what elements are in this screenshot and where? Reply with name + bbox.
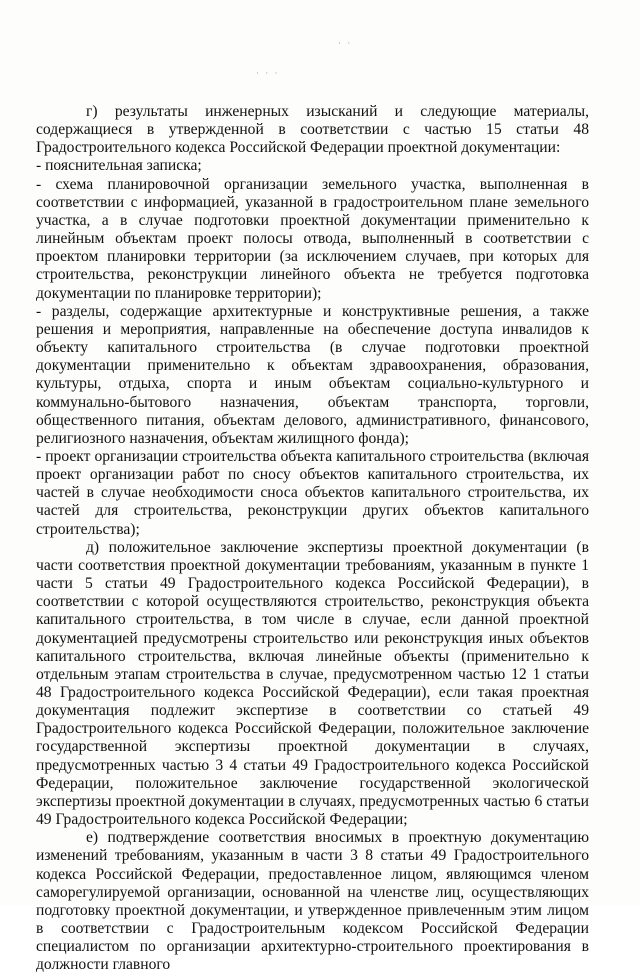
list-item-explanatory-note: - пояснительная записка;	[36, 157, 202, 175]
scan-artifact: · ·	[338, 38, 353, 48]
scan-artifact: · · ·	[256, 68, 280, 78]
paragraph-d: д) положительное заключение экспертизы проектной документации (в части соответствия проектной документации требованиям, указанным в пункте 1 части 5 статьи 49 Градостроительного кодекса Российской Федерации), в соответствии с которой осуществляются строительство, реконструкция объекта капитального строительства, в том числе в случае, если данной проектной документацией предусмотрены строительство или реконструкция иных объектов капитального строительства, включая линейные объекты (применительно к отдельным этапам строительства в случае, предусмотренном частью 12 1 статьи 48 Градостроительного кодекса Российской Федерации), если такая проектная документация подлежит экспертизе в соответствии со статьей 49 Градостроительного кодекса Российской Федерации, положительное заключение государственной экспертизы проектной документации в случаях, предусмотренных частью 3 4 статьи 49 Градостроительного кодекса Российской Федерации, положительное заключение государственной экологической экспертизы проектной документации в случаях, предусмотренных частью 6 статьи 49 Градостроительного кодекса Российской Федерации;	[36, 538, 589, 829]
list-item-construction-project: - проект организации строительства объекта капитального строительства (включая проект организации работ по сносу объектов капитального строительства, их частей в случае необходимости сноса объектов капитального строительства, их частей для строительства, реконструкции других объектов капитального строительства);	[36, 447, 589, 538]
document-body	[36, 103, 589, 975]
paragraph-e: е) подтверждение соответствия вносимых в проектную документацию изменений требованиям, указанным в части 3 8 статьи 49 Градостроительного кодекса Российской Федерации, предоставленное лицом, являющимся членом саморегулируемой организации, основанной на членстве лиц, осуществляющих подготовку проектной документации, и утвержденное привлеченным этим лицом в соответствии с Градостроительным кодексом Российской Федерации специалистом по организации архитектурно-строительного проектирования в должности главного	[36, 829, 589, 974]
list-item-architectural-sections: - разделы, содержащие архитектурные и конструктивные решения, а также решения и мероприятия, направленные на обеспечение доступа инвалидов к объекту капитального строительства (в случае подготовки проектной документации применительно к объектам здравоохранения, образования, культуры, отдыха, спорта и иным объектам социально-культурного и коммунально-бытового назначения, объектам транспорта, торговли, общественного питания, объектам делового, административного, финансового, религиозного назначения, объектам жилищного фонда);	[36, 302, 589, 447]
paragraph-g: г) результаты инженерных изысканий и следующие материалы, содержащиеся в утвержденной в соответствии с частью 15 статьи 48 Градостроительного кодекса Российской Федерации проектной документации:	[36, 103, 589, 157]
list-item-site-plan: - схема планировочной организации земельного участка, выполненная в соответствии с информацией, указанной в градостроительном плане земельного участка, а в случае подготовки проектной документации применительно к линейным объектам проект полосы отвода, выполненный в соответствии с проектом планировки территории (за исключением случаев, при которых для строительства, реконструкции линейного объекта не требуется подготовка документации по планировке территории);	[36, 175, 589, 302]
